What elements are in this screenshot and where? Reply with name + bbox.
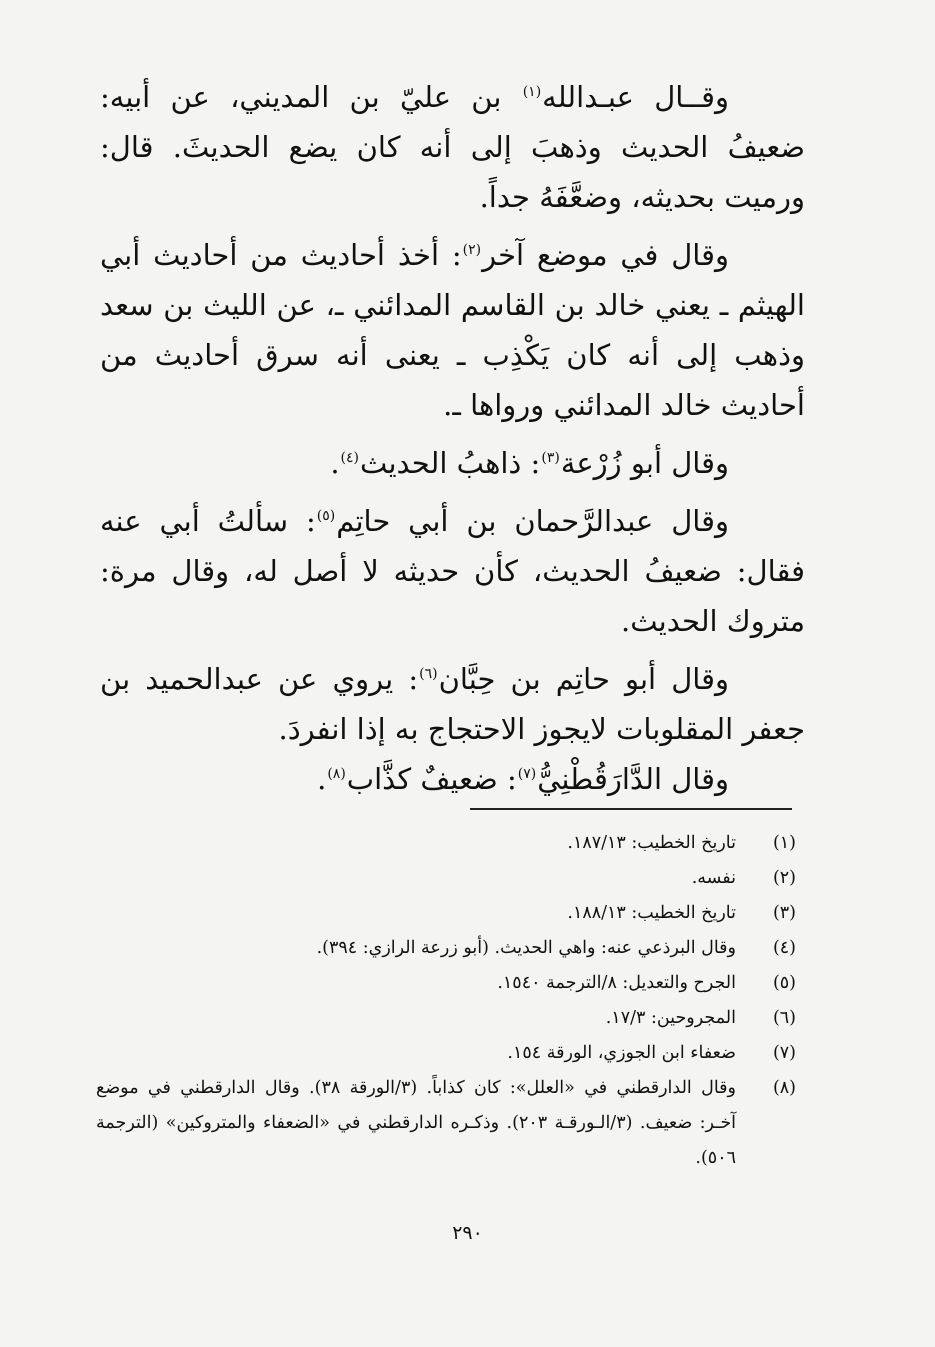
- paragraph-3-text-c: .: [330, 446, 340, 480]
- footnote-ref-2[interactable]: (٢): [462, 242, 482, 259]
- footnote-item: [96, 861, 796, 896]
- footnote-text: ضعفاء ابن الجوزي، الورقة ١٥٤.: [507, 1043, 736, 1063]
- paragraph-4-text-a: وقال عبدالرَّحمان بن أبي حاتِم: [336, 504, 729, 538]
- footnote-ref-3[interactable]: (٣): [541, 450, 560, 467]
- footnote-text: الجرح والتعديل: ٨/الترجمة ١٥٤٠.: [497, 973, 736, 993]
- paragraph-5-text-b: : يروي عن عبدالحميد بن جعفر المقلوبات لايجوز الاحتجاج به إذا انفردَ.: [100, 662, 805, 746]
- footnote-number: (٧): [772, 1043, 796, 1063]
- paragraph-5-text-a: وقال أبو حاتِم بن حِبَّان: [438, 662, 729, 696]
- footnote-number: (٣): [772, 903, 796, 923]
- footnote-item: [96, 966, 796, 1001]
- paragraph-5: [100, 654, 805, 754]
- footnote-number: (٥): [772, 973, 796, 993]
- footnote-text: المجروحين: ١٧/٣.: [605, 1008, 736, 1028]
- footnote-number: (١): [772, 833, 796, 853]
- footnote-ref-8[interactable]: (٨): [327, 766, 346, 783]
- paragraph-2-text-b: : أخذ أحاديث من أحاديث أبي الهيثم ـ يعني خالد بن القاسم المدائني ـ، عن الليث بن سعد وذهب إلى أنه كان يَكْذِب ـ يعنى أنه سرق أحاديث من أحاديث خالد المدائني ورواها ـ.: [100, 238, 805, 422]
- paragraph-1: [100, 72, 805, 222]
- footnote-item: [96, 896, 796, 931]
- paragraph-6-text-c: .: [317, 762, 327, 796]
- footnote-item: [96, 826, 796, 861]
- footnote-number: (٦): [772, 1008, 796, 1028]
- paragraph-4-text-b: : سألتُ أبي عنه فقال: ضعيفُ الحديث، كأن حديثه لا أصل له، وقال مرة: متروك الحديث.: [100, 504, 805, 638]
- main-text: [100, 72, 805, 812]
- paragraph-1-text-b: بن عليّ بن المديني، عن أبيه: ضعيفُ الحديث وذهبَ إلى أنه كان يضع الحديثَ. قال: ورميت بحديثه، وضعَّفَهُ جداً.: [100, 80, 805, 214]
- footnote-number: (٤): [772, 938, 796, 958]
- paragraph-3-text-a: وقال أبو زُرْعة: [560, 446, 729, 480]
- footnote-number: (٨): [772, 1078, 796, 1098]
- footnote-separator: [470, 808, 792, 810]
- footnote-text: تاريخ الخطيب: ١٨٧/١٣.: [567, 833, 736, 853]
- footnote-item: [96, 1036, 796, 1071]
- paragraph-6: [100, 754, 805, 804]
- paragraph-6-text-b: : ضعيفٌ كذَّاب: [346, 762, 517, 796]
- footnote-number: (٢): [772, 868, 796, 888]
- footnote-ref-4[interactable]: (٤): [340, 450, 359, 467]
- footnote-ref-7[interactable]: (٧): [517, 766, 537, 783]
- footnote-ref-6[interactable]: (٦): [419, 666, 438, 683]
- paragraph-2-text-a: وقال في موضع آخر: [482, 238, 729, 272]
- footnote-text: تاريخ الخطيب: ١٨٨/١٣.: [567, 903, 736, 923]
- paragraph-2: [100, 230, 805, 430]
- paragraph-1-text-a: وقــال عبـدالله: [542, 80, 729, 114]
- paragraph-3: [100, 438, 805, 488]
- paragraph-4: [100, 496, 805, 646]
- footnote-text: وقال البرذعي عنه: واهي الحديث. (أبو زرعة الرازي: ٣٩٤).: [316, 938, 736, 958]
- page-number: ٢٩٠: [452, 1222, 483, 1244]
- footnote-item: [96, 1071, 796, 1176]
- paragraph-6-text-a: وقال الدَّارَقُطْنِيُّ: [537, 762, 729, 796]
- footnote-text: وقال الدارقطني في «العلل»: كان كذاباً. (٣/الورقة ٣٨). وقال الدارقطني في موضع آخـر: ضعيف. (٣/الـورقـة ٢٠٣). وذكـره الدارقطني في «الضعفاء والمتروكين» (الترجمة ٥٠٦).: [96, 1078, 737, 1168]
- footnote-ref-1[interactable]: (١): [522, 84, 542, 101]
- footnote-ref-5[interactable]: (٥): [316, 508, 336, 525]
- footnote-item: [96, 931, 796, 966]
- footnote-item: [96, 1001, 796, 1036]
- footnotes: [96, 826, 796, 1176]
- paragraph-3-text-b: : ذاهبُ الحديث: [360, 446, 541, 480]
- footnote-text: نفسه.: [691, 868, 736, 888]
